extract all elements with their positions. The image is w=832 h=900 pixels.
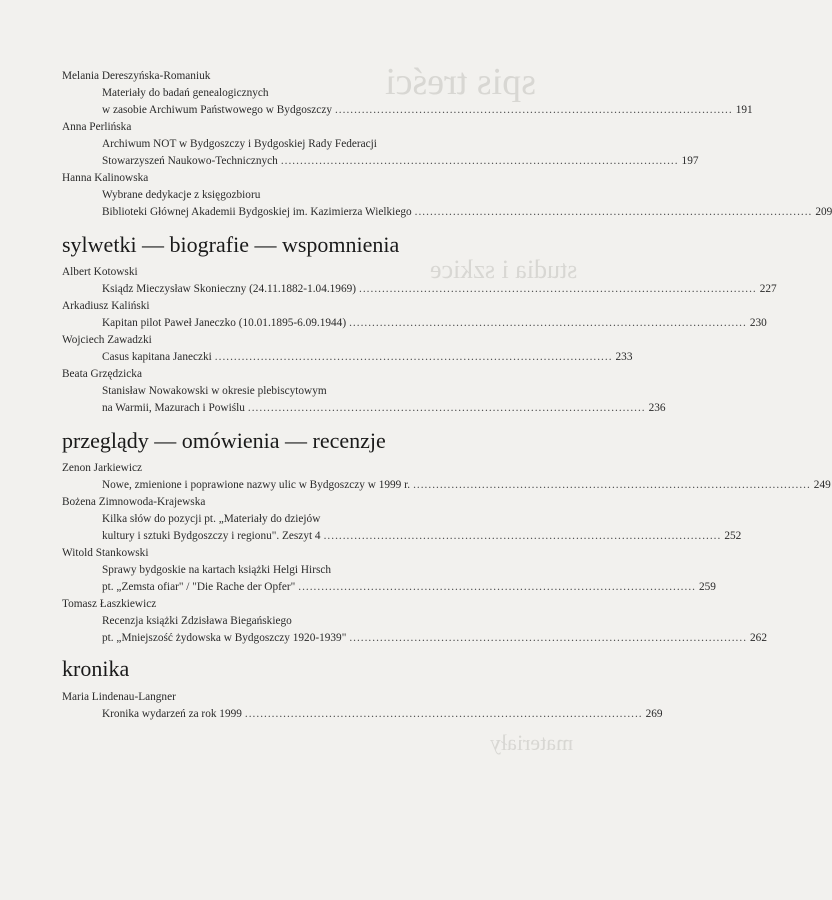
- entry-page-number: 269: [645, 708, 663, 720]
- entry-title-last-line: [102, 153, 699, 170]
- entry-title-line: Recenzja książki Zdzisława Biegańskiego: [102, 615, 292, 627]
- entry-page-number: 259: [698, 581, 716, 593]
- leader-dots: ........................................................................................................: [414, 206, 813, 218]
- entry-title-last-line: [102, 349, 633, 366]
- entry-title-text: Stowarzyszeń Naukowo-Technicznych: [102, 155, 278, 167]
- entry-page-number: 230: [749, 317, 767, 329]
- entry-author: Anna Perlińska: [62, 121, 132, 133]
- toc-entry: [62, 596, 767, 647]
- entry-title-last-line: [102, 630, 767, 647]
- section-heading: kronika: [62, 656, 130, 681]
- toc-entry: [62, 545, 716, 596]
- entry-title-last-line: [102, 204, 832, 221]
- entry-title-line: Sprawy bydgoskie na kartach książki Helgi Hirsch: [102, 564, 332, 576]
- toc-section: [62, 460, 831, 647]
- toc-entry: [62, 264, 777, 298]
- entry-author: Albert Kotowski: [62, 266, 138, 278]
- leader-dots: ........................................................................................................: [349, 317, 747, 329]
- entry-title-last-line: [102, 528, 742, 545]
- entry-page-number: 252: [724, 530, 742, 542]
- entry-title-last-line: [102, 315, 767, 332]
- toc-entry: [62, 298, 767, 332]
- leader-dots: ........................................................................................................: [298, 581, 696, 593]
- entry-page-number: 197: [681, 155, 699, 167]
- toc-entry: [62, 119, 699, 170]
- entry-page-number: 227: [759, 283, 777, 295]
- leader-dots: ........................................................................................................: [359, 283, 757, 295]
- section-heading: przeglądy — omówienia — recenzje: [62, 428, 386, 453]
- section-heading: sylwetki — biografie — wspomnienia: [62, 232, 400, 257]
- toc-entry: [62, 68, 753, 119]
- leader-dots: ........................................................................................................: [244, 708, 643, 720]
- entry-title-last-line: [102, 281, 777, 298]
- toc-entry: [62, 494, 742, 545]
- entry-author: Maria Lindenau-Langner: [62, 691, 176, 703]
- entry-title-text: Nowe, zmienione i poprawione nazwy ulic w Bydgoszczy w 1999 r.: [102, 479, 411, 491]
- toc-entry: [62, 366, 666, 417]
- toc-section: [62, 689, 663, 723]
- toc-entry: [62, 332, 633, 366]
- entry-title-text: w zasobie Archiwum Państwowego w Bydgoszczy: [102, 104, 332, 116]
- entry-title-line: Archiwum NOT w Bydgoszczy i Bydgoskiej Rady Federacji: [102, 138, 377, 150]
- entry-title-text: Ksiądz Mieczysław Skonieczny (24.11.1882-1.04.1969): [102, 283, 357, 295]
- entry-author: Tomasz Łaszkiewicz: [62, 598, 157, 610]
- entry-page-number: 236: [648, 402, 666, 414]
- entry-title-line: Materiały do badań genealogicznych: [102, 87, 269, 99]
- entry-author: Bożena Zimnowoda-Krajewska: [62, 496, 206, 508]
- entry-author: Melania Dereszyńska-Romaniuk: [62, 70, 211, 82]
- entry-page-number: 191: [735, 104, 753, 116]
- entry-title-text: Kronika wydarzeń za rok 1999: [102, 708, 242, 720]
- entry-title-text: pt. „Mniejszość żydowska w Bydgoszczy 1920-1939": [102, 632, 347, 644]
- entry-title-last-line: [102, 400, 666, 417]
- bleed-through-decoration: studia i szkice: [430, 255, 578, 284]
- entry-title-last-line: [102, 579, 716, 596]
- entry-title-text: Kapitan pilot Paweł Janeczko (10.01.1895-6.09.1944): [102, 317, 347, 329]
- entry-author: Beata Grzędzicka: [62, 368, 142, 380]
- leader-dots: ........................................................................................................: [349, 632, 748, 644]
- entry-author: Zenon Jarkiewicz: [62, 462, 142, 474]
- leader-dots: ........................................................................................................: [323, 530, 722, 542]
- entry-title-last-line: [102, 102, 753, 119]
- entry-page-number: 262: [750, 632, 767, 644]
- entry-title-last-line: [102, 706, 663, 723]
- leader-dots: ........................................................................................................: [214, 351, 613, 363]
- toc-entry: [62, 689, 663, 723]
- entry-page-number: 249: [813, 479, 831, 491]
- toc-section: [62, 264, 777, 417]
- toc-entry: [62, 460, 831, 494]
- entry-author: Hanna Kalinowska: [62, 172, 149, 184]
- entry-title-text: Casus kapitana Janeczki: [102, 351, 212, 363]
- entry-title-text: na Warmii, Mazurach i Powiślu: [102, 402, 245, 414]
- entry-title-text: Biblioteki Głównej Akademii Bydgoskiej im. Kazimierza Wielkiego: [102, 206, 412, 218]
- entry-title-line: Kilka słów do pozycji pt. „Materiały do dziejów: [102, 513, 321, 525]
- leader-dots: ........................................................................................................: [280, 155, 679, 167]
- entry-page-number: 209: [815, 206, 832, 218]
- bleed-through-decoration: materiały: [490, 730, 574, 755]
- entry-title-line: Stanisław Nowakowski w okresie plebiscytowym: [102, 385, 327, 397]
- entry-page-number: 233: [615, 351, 633, 363]
- bleed-through-decoration: spis treści: [385, 61, 536, 103]
- leader-dots: ........................................................................................................: [247, 402, 646, 414]
- entry-author: Witold Stankowski: [62, 547, 149, 559]
- toc-section: [62, 68, 832, 221]
- leader-dots: ........................................................................................................: [334, 104, 733, 116]
- entry-author: Arkadiusz Kaliński: [62, 300, 150, 312]
- entry-title-text: pt. „Zemsta ofiar" / "Die Rache der Opfer": [102, 581, 296, 593]
- toc-entry: [62, 170, 832, 221]
- entry-author: Wojciech Zawadzki: [62, 334, 152, 346]
- entry-title-line: Wybrane dedykacje z księgozbioru: [102, 189, 261, 201]
- leader-dots: ........................................................................................................: [413, 479, 811, 491]
- entry-title-text: kultury i sztuki Bydgoszczy i regionu". Zeszyt 4: [102, 530, 321, 542]
- entry-title-last-line: [102, 477, 831, 494]
